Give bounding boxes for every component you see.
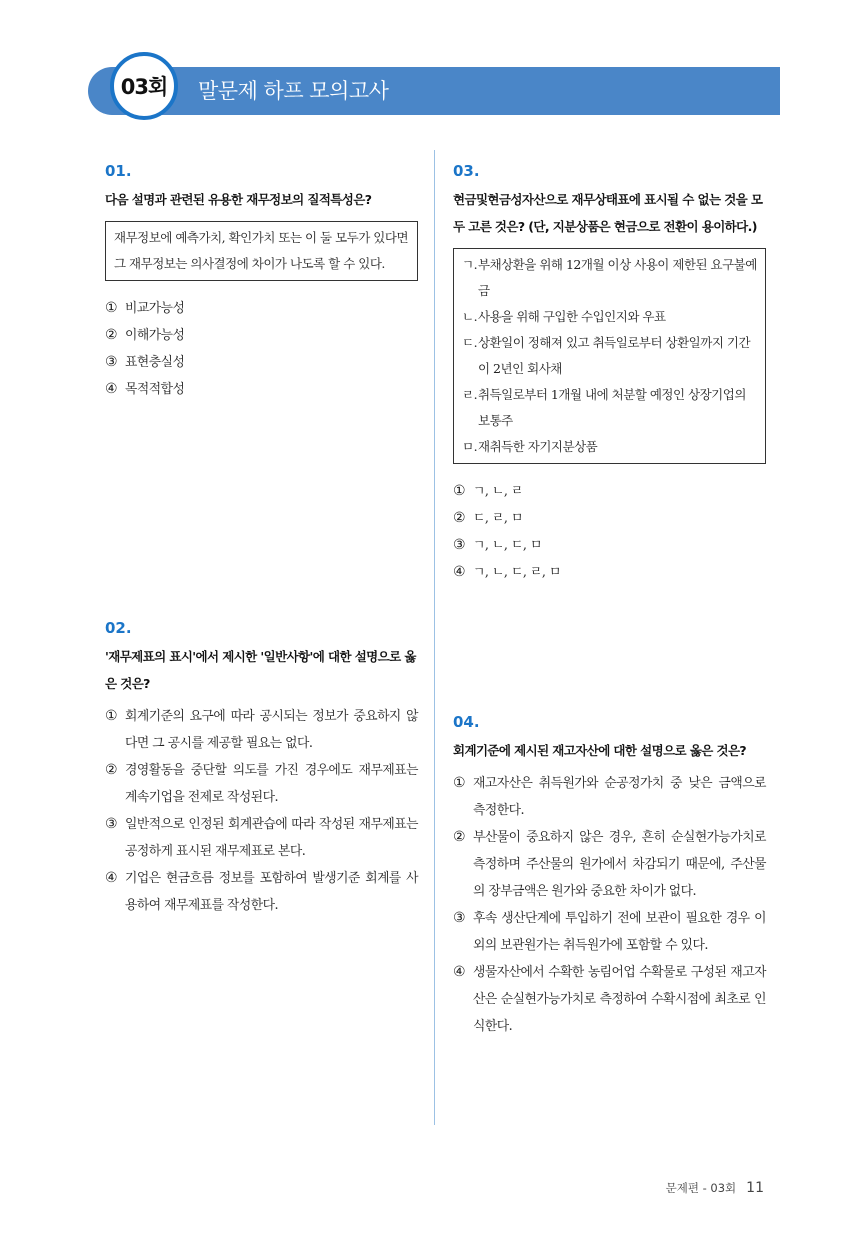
question-text: 다음 설명과 관련된 유용한 재무정보의 질적특성은? — [105, 192, 372, 207]
box-item-mark: ㄷ. — [462, 335, 478, 350]
question-01 — [105, 162, 418, 403]
option-mark: ④ — [453, 964, 466, 980]
option-3[interactable] — [105, 811, 418, 865]
question-text: 현금및현금성자산으로 재무상태표에 표시될 수 없는 것을 모두 고른 것은? (단, 지분상품은 현금으로 전환이 용이하다.) — [453, 192, 763, 234]
option-2[interactable] — [105, 322, 418, 349]
question-03 — [453, 162, 766, 586]
options-list — [105, 295, 418, 403]
option-mark: ④ — [453, 564, 466, 580]
box-item-text: 사용을 위해 구입한 수입인지와 우표 — [478, 309, 666, 324]
option-2[interactable] — [105, 757, 418, 811]
option-4[interactable] — [105, 376, 418, 403]
option-text: ㄱ, ㄴ, ㄷ, ㅁ — [473, 538, 542, 553]
option-mark: ② — [105, 327, 118, 343]
question-02 — [105, 619, 418, 919]
option-1[interactable] — [453, 478, 766, 505]
box-item-mark: ㅁ. — [462, 439, 478, 454]
round-badge: 03회 — [110, 52, 178, 120]
option-text: 경영활동을 중단할 의도를 가진 경우에도 재무제표는 계속기업을 전제로 작성된다. — [125, 763, 418, 805]
option-mark: ④ — [105, 870, 118, 886]
box-item — [462, 330, 757, 382]
option-1[interactable] — [105, 295, 418, 322]
option-mark: ① — [453, 483, 466, 499]
option-4[interactable] — [453, 959, 766, 1040]
option-mark: ① — [105, 708, 118, 724]
box-item — [462, 382, 757, 434]
option-text: 이해가능성 — [125, 328, 185, 343]
question-04 — [453, 713, 766, 1040]
option-text: 부산물이 중요하지 않은 경우, 흔히 순실현가능가치로 측정하며 주산물의 원가에서 차감되기 때문에, 주산물의 장부금액은 원가와 중요한 차이가 없다. — [473, 830, 766, 899]
question-text: '재무제표의 표시'에서 제시한 '일반사항'에 대한 설명으로 옳은 것은? — [105, 649, 416, 691]
option-mark: ① — [453, 775, 466, 791]
column-divider — [434, 150, 435, 1125]
question-box: 재무정보에 예측가치, 확인가치 또는 이 둘 모두가 있다면 그 재무정보는 의사결정에 차이가 나도록 할 수 있다. — [105, 221, 418, 281]
box-item — [462, 304, 757, 330]
option-2[interactable] — [453, 824, 766, 905]
option-text: ㄱ, ㄴ, ㄷ, ㄹ, ㅁ — [473, 565, 561, 580]
option-1[interactable] — [105, 703, 418, 757]
page-title: 말문제 하프 모의고사 — [198, 79, 389, 103]
question-number: 03. — [453, 162, 480, 180]
option-mark: ③ — [105, 354, 118, 370]
option-text: ㄱ, ㄴ, ㄹ — [473, 484, 523, 499]
option-mark: ③ — [105, 816, 118, 832]
question-text: 회계기준에 제시된 재고자산에 대한 설명으로 옳은 것은? — [453, 743, 747, 758]
header-banner — [88, 67, 780, 115]
options-list — [453, 478, 766, 586]
page-number: 11 — [746, 1180, 764, 1196]
options-list — [105, 703, 418, 919]
option-text: ㄷ, ㄹ, ㅁ — [473, 511, 523, 526]
option-2[interactable] — [453, 505, 766, 532]
box-item-mark: ㄱ. — [462, 257, 478, 272]
question-box — [453, 248, 766, 464]
box-item — [462, 252, 757, 304]
question-number: 01. — [105, 162, 132, 180]
option-3[interactable] — [453, 905, 766, 959]
option-text: 생물자산에서 수확한 농림어업 수확물로 구성된 재고자산은 순실현가능가치로 측정하여 수확시점에 최초로 인식한다. — [473, 965, 766, 1034]
question-number: 02. — [105, 619, 132, 637]
box-item-mark: ㄹ. — [462, 387, 478, 402]
option-mark: ③ — [453, 910, 466, 926]
option-3[interactable] — [105, 349, 418, 376]
option-text: 일반적으로 인정된 회계관습에 따라 작성된 재무제표는 공정하게 표시된 재무제표로 본다. — [125, 817, 418, 859]
option-1[interactable] — [453, 770, 766, 824]
option-4[interactable] — [453, 559, 766, 586]
option-mark: ① — [105, 300, 118, 316]
option-text: 목적적합성 — [125, 382, 185, 397]
box-item-text: 취득일로부터 1개월 내에 처분할 예정인 상장기업의 보통주 — [478, 387, 746, 428]
option-mark: ④ — [105, 381, 118, 397]
footer-section: 문제편 - 03회 — [665, 1181, 737, 1195]
option-text: 재고자산은 취득원가와 순공정가치 중 낮은 금액으로 측정한다. — [473, 776, 766, 818]
box-item-text: 재취득한 자기지분상품 — [478, 439, 598, 454]
option-text: 표현충실성 — [125, 355, 185, 370]
option-text: 기업은 현금흐름 정보를 포함하여 발생기준 회계를 사용하여 재무제표를 작성한다. — [125, 871, 418, 913]
box-item-text: 부채상환을 위해 12개월 이상 사용이 제한된 요구불예금 — [478, 257, 757, 298]
option-text: 후속 생산단계에 투입하기 전에 보관이 필요한 경우 이외의 보관원가는 취득원가에 포함할 수 있다. — [473, 911, 766, 953]
option-4[interactable] — [105, 865, 418, 919]
option-mark: ② — [453, 829, 466, 845]
box-item-mark: ㄴ. — [462, 309, 478, 324]
option-mark: ② — [453, 510, 466, 526]
box-item-text: 상환일이 정해져 있고 취득일로부터 상환일까지 기간이 2년인 회사채 — [478, 335, 751, 376]
option-mark: ③ — [453, 537, 466, 553]
option-text: 회계기준의 요구에 따라 공시되는 정보가 중요하지 않다면 그 공시를 제공할 필요는 없다. — [125, 709, 418, 751]
question-number: 04. — [453, 713, 480, 731]
option-mark: ② — [105, 762, 118, 778]
options-list — [453, 770, 766, 1040]
option-3[interactable] — [453, 532, 766, 559]
page-footer — [666, 1180, 764, 1196]
box-item — [462, 434, 757, 460]
option-text: 비교가능성 — [125, 301, 185, 316]
